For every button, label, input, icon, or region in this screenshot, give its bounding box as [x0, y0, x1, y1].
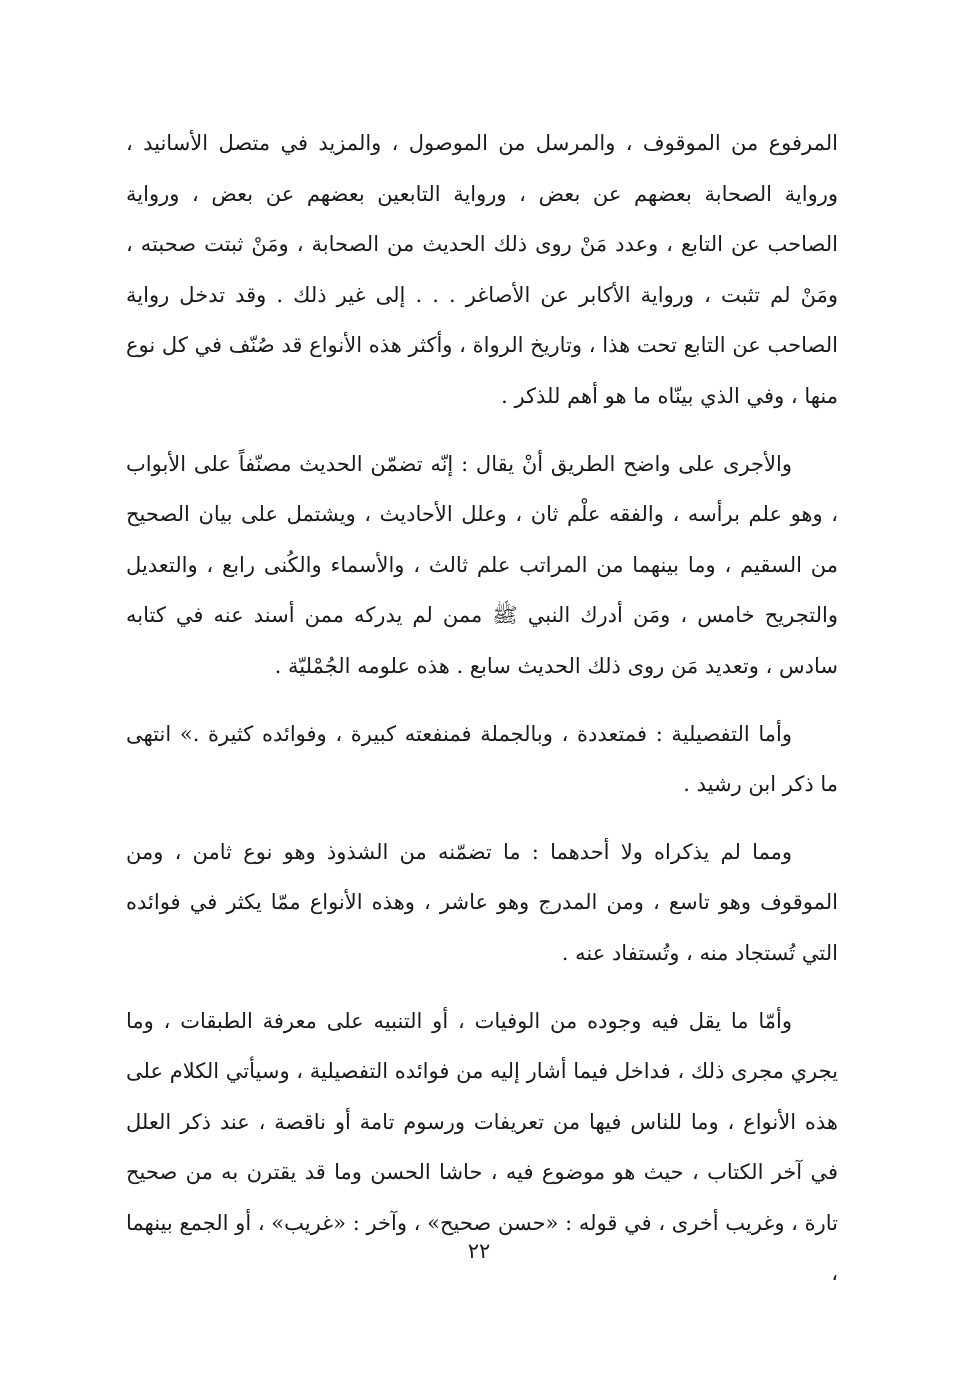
- body-text: [126, 118, 838, 1299]
- page-number: ٢٢: [467, 1239, 491, 1263]
- paragraph-2: والأجرى على واضح الطريق أنْ يقال : إنّه تضمّن الحديث مصنّفاً على الأبواب ، وهو علم برأسه ، والفقه علْم ثان ، وعلل الأحاديث ، ويشتمل على بيان الصحيح من السقيم ، وما بينهما من المراتب علم ثالث ، والأسماء والكُنى رابع ، والتعديل والتجريح خامس ، ومَن أدرك النبي ﷺ ممن لم يدركه ممن أسند عنه في كتابه سادس ، وتعديد مَن روى ذلك الحديث سابع . هذه علومه الجُمْليّة .: [126, 451, 838, 678]
- paragraph-5: وأمّا ما يقل فيه وجوده من الوفيات ، أو التنبيه على معرفة الطبقات ، وما يجري مجرى ذلك ، فداخل فيما أشار إليه من فوائده التفصيلية ، وسيأتي الكلام على هذه الأنواع ، وما للناس فيها من تعريفات ورسوم تامة أو ناقصة ، عند ذكر العلل في آخر الكتاب ، حيث هو موضوع فيه ، حاشا الحسن وما قد يقترن به من صحيح تارة ، وغريب أخرى ، في قوله : «حسن صحيح» ، وآخر : «غريب» ، أو الجمع بينهما ،: [125, 1008, 838, 1286]
- paragraph-1: المرفوع من الموقوف ، والمرسل من الموصول ، والمزيد في متصل الأسانيد ، ورواية الصحابة بعضهم عن بعض ، ورواية التابعين بعضهم عن بعض ، ورواية الصاحب عن التابع ، وعدد مَنْ روى ذلك الحديث من الصحابة ، ومَنْ ثبتت صحبته ، ومَنْ لم تثبت ، ورواية الأكابر عن الأصاغر . . . إلى غير ذلك . وقد تدخل رواية الصاحب عن التابع تحت هذا ، وتاريخ الرواة ، وأكثر هذه الأنواع قد صُنّف في كل نوع منها ، وفي الذي بينّاه ما هو أهم للذكر .: [126, 131, 838, 408]
- paragraph-4: ومما لم يذكراه ولا أحدهما : ما تضمّنه من الشذوذ وهو نوع ثامن ، ومن الموقوف وهو تاسع ، ومن المدرج وهو عاشر ، وهذه الأنواع ممّا يكثر في فوائده التي تُستجاد منه ، وتُستفاد عنه .: [126, 839, 838, 965]
- paragraph-3: وأما التفصيلية : فمتعددة ، وبالجملة فمنفعته كبيرة ، وفوائده كثيرة .» انتهى ما ذكر ابن رشيد .: [126, 721, 838, 797]
